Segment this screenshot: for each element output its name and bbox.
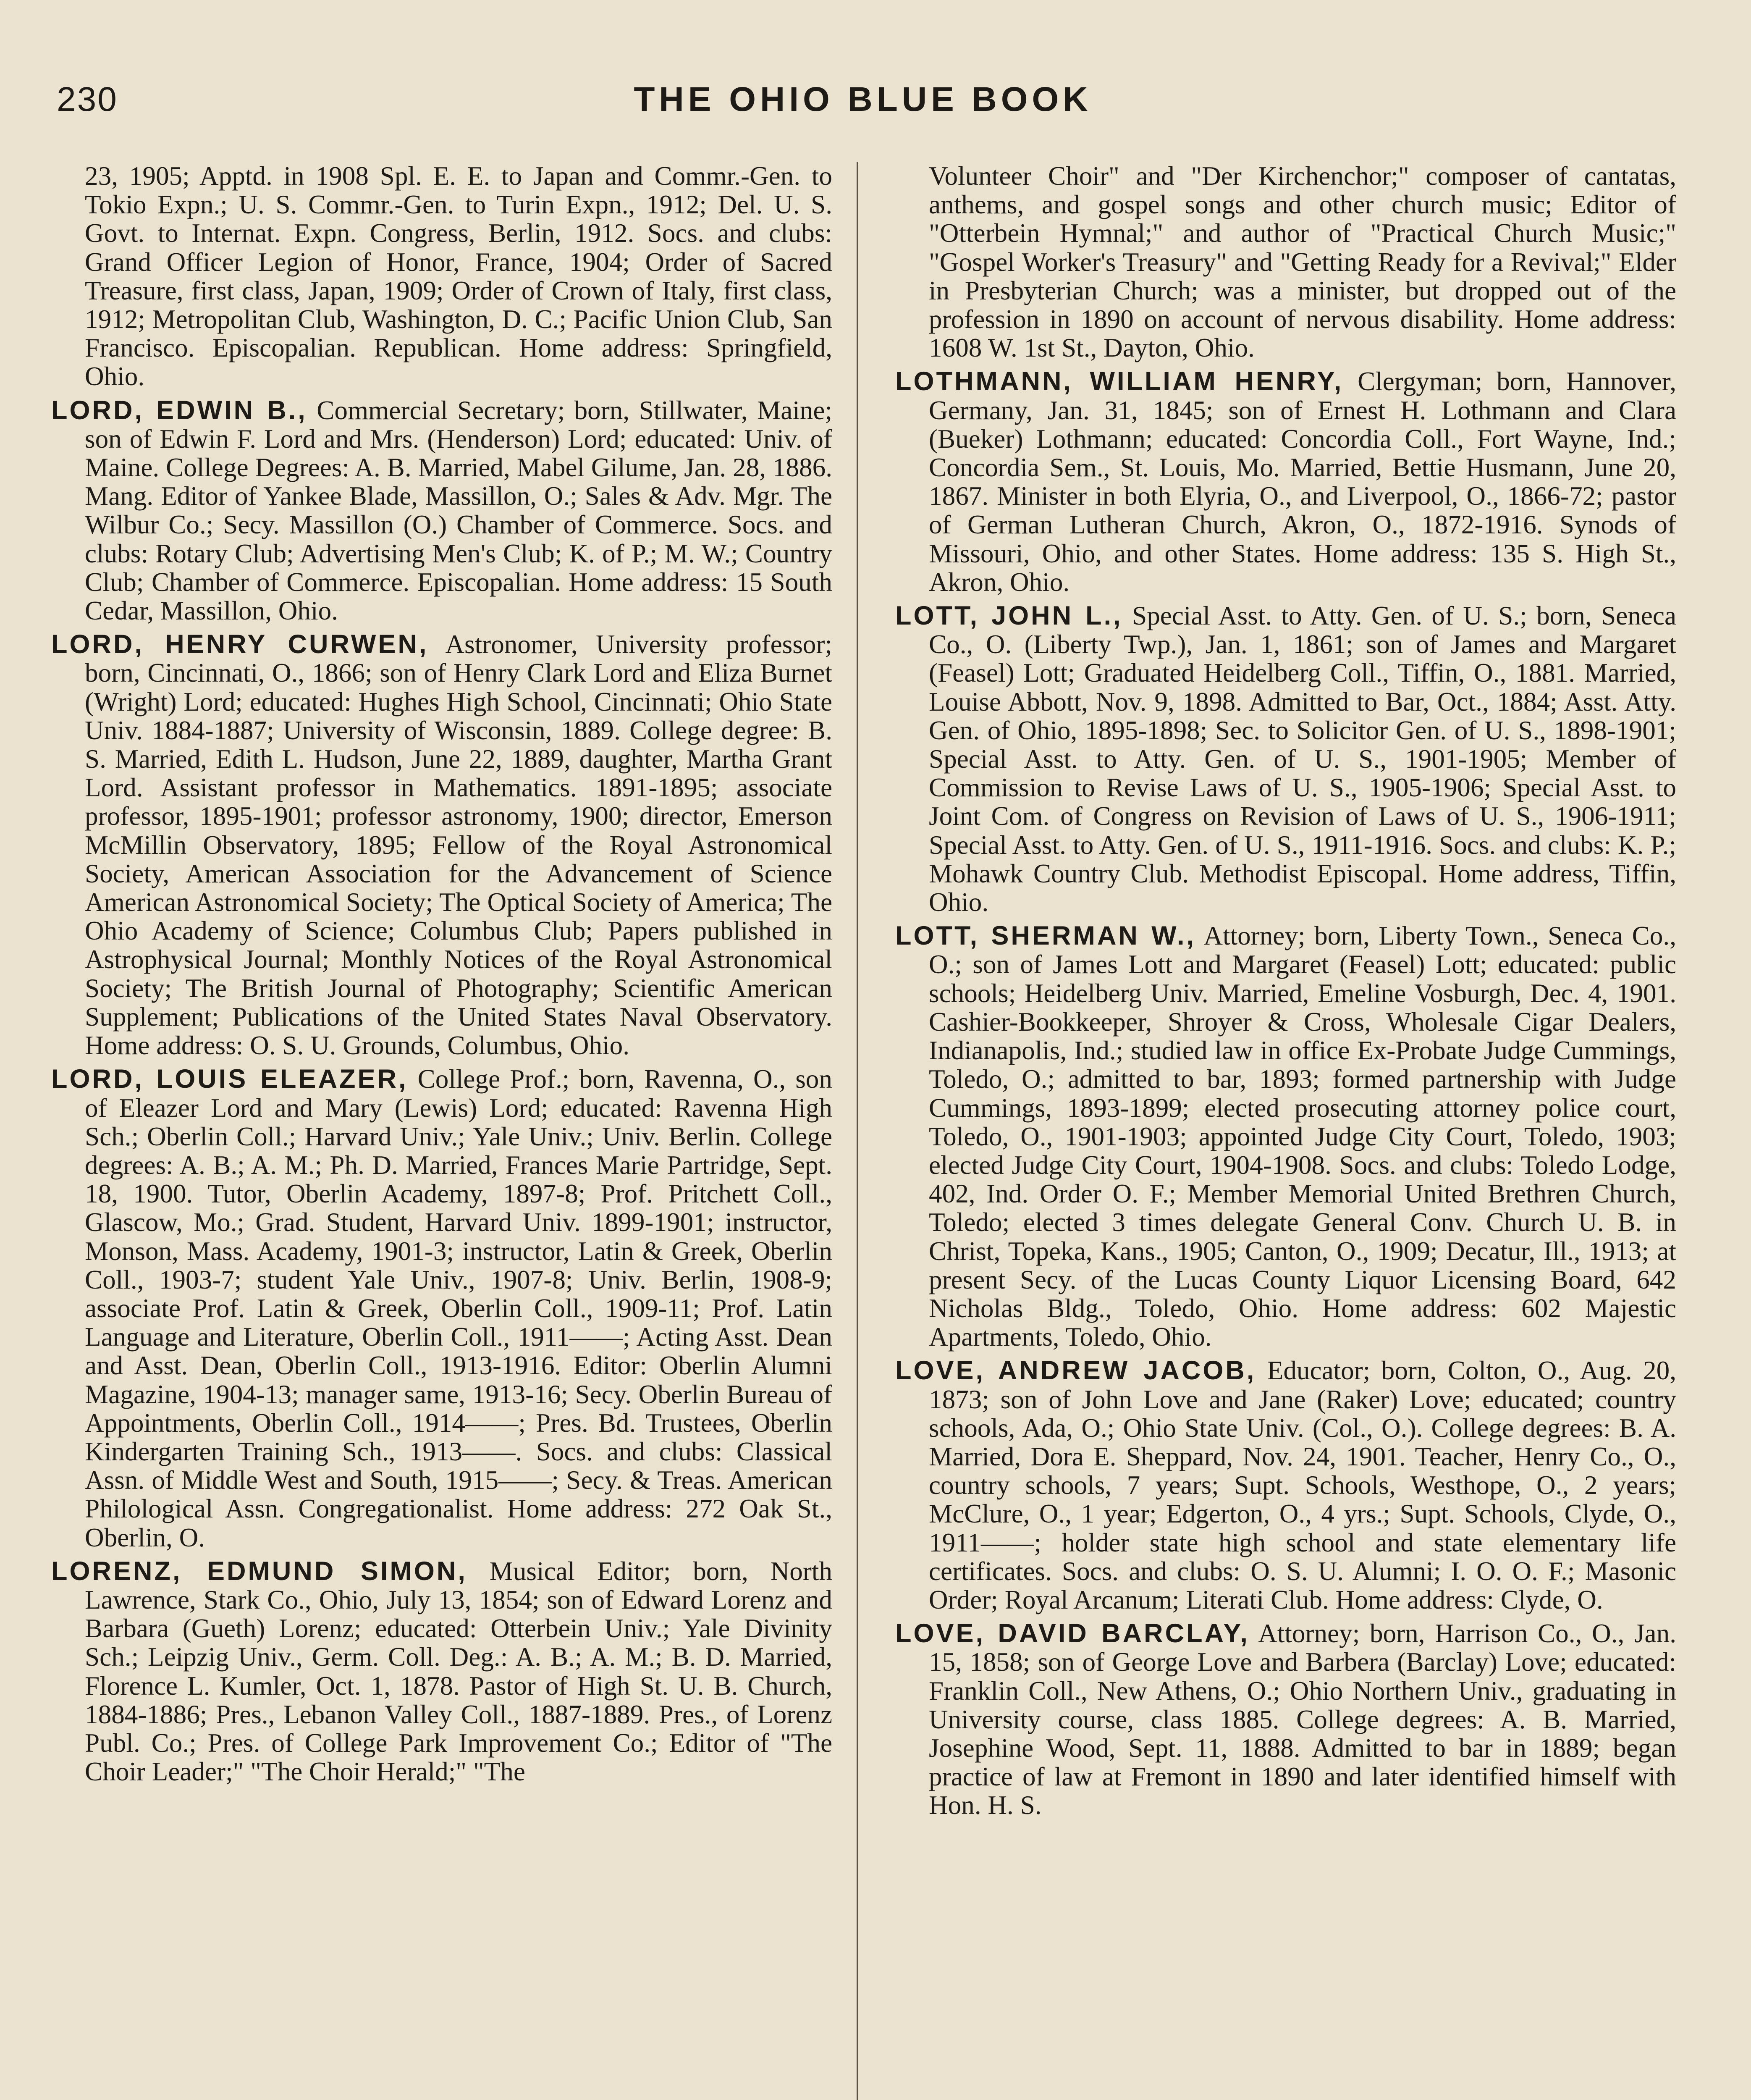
page-header [57,71,1669,126]
biography-entry [895,601,1676,916]
entry-text: Attorney; born, Liberty Town., Seneca Co., O.; son of James Lott and Margaret (Feasel) Lott; educated: public schools; Heidelberg Univ. Married, Emeline Vosburgh, Dec. 4, 1901. Cashier-Bookkeeper, Shroyer & Cross, Wholesale Cigar Dealers, Indianapolis, Ind.; studied law in office Ex-Probate Judge Cummings, Toledo, O.; admitted to bar, 1893; formed partnership with Judge Cummings, 1893-1899; elected prosecuting attorney police court, Toledo, O., 1901-1903; appointed Judge City Court, Toledo, 1903; elected Judge City Court, 1904-1908. Socs. and clubs: Toledo Lodge, 402, Ind. Order O. F.; Member Memorial United Brethren Church, Toledo; elected 3 times delegate General Conv. Church U. B. in Christ, Topeka, Kans., 1905; Canton, O., 1909; Decatur, Ill., 1913; at present Secy. of the Lucas County Liquor Licensing Board, 642 Nicholas Bldg., Toledo, Ohio. Home address: 602 Majestic Apartments, Toledo, Ohio. [929,921,1676,1352]
right-column [895,162,1676,2100]
continued-entry: 23, 1905; Apptd. in 1908 Spl. E. E. to Japan and Commr.-Gen. to Tokio Expn.; U. S. Commr.-Gen. to Turin Expn., 1912; Del. U. S. Govt. to Internat. Expn. Congress, Berlin, 1912. Socs. and clubs: Grand Officer Legion of Honor, France, 1904; Order of Sacred Treasure, first class, Japan, 1909; Order of Crown of Italy, first class, 1912; Metropolitan Club, Washington, D. C.; Pacific Union Club, San Francisco. Episcopalian. Republican. Home address: Springfield, Ohio. [85,162,832,391]
entry-name: LORD, EDWIN B., [51,395,307,425]
entry-text: Astronomer, University professor; born, Cincinnati, O., 1866; son of Henry Clark Lord and Eliza Burnet (Wright) Lord; educated: Hughes High School, Cincinnati; Ohio State Univ. 1884-1887; University of Wisconsin, 1889. College degree: B. S. Married, Edith L. Hudson, June 22, 1889, daughter, Martha Grant Lord. Assistant professor in Mathematics. 1891-1895; associate professor, 1895-1901; professor astronomy, 1900; director, Emerson McMillin Observatory, 1895; Fellow of the Royal Astronomical Society, American Association for the Advancement of Science American Astronomical Society; The Optical Society of America; The Ohio Academy of Science; Columbus Club; Papers published in Astrophysical Journal; Monthly Notices of the Royal Astronomical Society; The British Journal of Photography; Scientific American Supplement; Publications of the United States Naval Observatory. Home address: O. S. U. Grounds, Columbus, Ohio. [85,630,832,1060]
entry-name: LORENZ, EDMUND SIMON, [51,1556,467,1586]
entry-name: LORD, LOUIS ELEAZER, [51,1064,408,1094]
entry-text: Educator; born, Colton, O., Aug. 20, 1873; son of John Love and Jane (Raker) Love; educated; country schools, Ada, O.; Ohio State Univ. (Col., O.). College degrees: B. A. Married, Dora E. Sheppard, Nov. 24, 1901. Teacher, Henry Co., O., country schools, 7 years; Supt. Schools, Westhope, O., 2 years; McClure, O., 1 year; Edgerton, O., 4 yrs.; Supt. Schools, Clyde, O., 1911——; holder state high school and state elementary life certificates. Socs. and clubs: O. S. U. Alumni; I. O. O. F.; Masonic Order; Royal Arcanum; Literati Club. Home address: Clyde, O. [929,1356,1676,1614]
entry-text: Special Asst. to Atty. Gen. of U. S.; born, Seneca Co., O. (Liberty Twp.), Jan. 1, 1861; son of James and Margaret (Feasel) Lott; Graduated Heidelberg Coll., Tiffin, O., 1881. Married, Louise Abbott, Nov. 9, 1898. Admitted to Bar, Oct., 1884; Asst. Atty. Gen. of Ohio, 1895-1898; Sec. to Solicitor Gen. of U. S., 1898-1901; Special Asst. to Atty. Gen. of U. S., 1901-1905; Member of Commission to Revise Laws of U. S., 1905-1906; Special Asst. to Joint Com. of Congress on Revision of Laws of U. S., 1906-1911; Special Asst. to Atty. Gen. of U. S., 1911-1916. Socs. and clubs: K. P.; Mohawk Country Club. Methodist Episcopal. Home address, Tiffin, Ohio. [929,601,1676,917]
entry-name: LOTT, SHERMAN W., [895,921,1196,951]
continued-entry: Volunteer Choir" and "Der Kirchenchor;" composer of cantatas, anthems, and gospel songs and other church music; Editor of "Otterbein Hymnal;" and author of "Practical Church Music;" "Gospel Worker's Treasury" and "Getting Ready for a Revival;" Elder in Presbyterian Church; was a minister, but dropped out of the profession in 1890 on account of nervous disability. Home address: 1608 W. 1st St., Dayton, Ohio. [929,162,1676,363]
biography-entry [895,1356,1676,1614]
entry-text: Commercial Secretary; born, Stillwater, Maine; son of Edwin F. Lord and Mrs. (Henderson) Lord; educated: Univ. of Maine. College Degrees: A. B. Married, Mabel Gilume, Jan. 28, 1886. Mang. Editor of Yankee Blade, Massillon, O.; Sales & Adv. Mgr. The Wilbur Co.; Secy. Massillon (O.) Chamber of Commerce. Socs. and clubs: Rotary Club; Advertising Men's Club; K. of P.; M. W.; Country Club; Chamber of Commerce. Episcopalian. Home address: 15 South Cedar, Massillon, Ohio. [85,395,832,626]
biography-entry [51,396,832,625]
entry-text: Musical Editor; born, North Lawrence, Stark Co., Ohio, July 13, 1854; son of Edward Lorenz and Barbara (Gueth) Lorenz; educated: Otterbein Univ.; Yale Divinity Sch.; Leipzig Univ., Germ. Coll. Deg.: A. B.; A. M.; B. D. Married, Florence L. Kumler, Oct. 1, 1878. Pastor of High St. U. B. Church, 1884-1886; Pres., Lebanon Valley Coll., 1887-1889. Pres., of Lorenz Publ. Co.; Pres. of College Park Improvement Co.; Editor of "The Choir Leader;" "The Choir Herald;" "The [85,1556,832,1787]
entry-name: LORD, HENRY CURWEN, [51,630,429,659]
entry-name: LOVE, ANDREW JACOB, [895,1356,1256,1386]
column-divider [857,162,858,2100]
biography-entry [895,367,1676,596]
biography-entry [51,1557,832,1786]
left-column [51,162,832,2100]
biography-entry [895,921,1676,1351]
biography-entry [51,1065,832,1551]
page-number: 230 [57,80,118,118]
entry-name: LOTT, JOHN L., [895,601,1123,631]
biography-entry [51,630,832,1060]
entry-name: LOTHMANN, WILLIAM HENRY, [895,367,1344,396]
entry-name: LOVE, DAVID BARCLAY, [895,1619,1250,1648]
entry-text: Clergyman; born, Hannover, Germany, Jan. 31, 1845; son of Ernest H. Lothmann and Clara (Bueker) Lothmann; educated: Concordia Coll., Fort Wayne, Ind.; Concordia Sem., St. Louis, Mo. Married, Bettie Husmann, June 20, 1867. Minister in both Elyria, O., and Liverpool, O., 1866-72; pastor of German Lutheran Church, Akron, O., 1872-1916. Synods of Missouri, Ohio, and other States. Home address: 135 S. High St., Akron, Ohio. [929,367,1676,597]
entry-text: Attorney; born, Harrison Co., O., Jan. 15, 1858; son of George Love and Barbera (Barclay) Love; educated: Franklin Coll., New Athens, O.; Ohio Northern Univ., graduating in University course, class 1885. College degrees: A. B. Married, Josephine Wood, Sept. 11, 1888. Admitted to bar in 1889; began practice of law at Fremont in 1890 and later identified himself with Hon. H. S. [929,1619,1676,1820]
entry-text: College Prof.; born, Ravenna, O., son of Eleazer Lord and Mary (Lewis) Lord; educated: Ravenna High Sch.; Oberlin Coll.; Harvard Univ.; Yale Univ.; Univ. Berlin. College degrees: A. B.; A. M.; Ph. D. Married, Frances Marie Partridge, Sept. 18, 1900. Tutor, Oberlin Academy, 1897-8; Prof. Pritchett Coll., Glascow, Mo.; Grad. Student, Harvard Univ. 1899-1901; instructor, Monson, Mass. Academy, 1901-3; instructor, Latin & Greek, Oberlin Coll., 1903-7; student Yale Univ., 1907-8; Univ. Berlin, 1908-9; associate Prof. Latin & Greek, Oberlin Coll., 1909-11; Prof. Latin Language and Literature, Oberlin Coll., 1911——; Acting Asst. Dean and Asst. Dean, Oberlin Coll., 1913-1916. Editor: Oberlin Alumni Magazine, 1904-13; manager same, 1913-16; Secy. Oberlin Bureau of Appointments, Oberlin Coll., 1914——; Pres. Bd. Trustees, Oberlin Kindergarten Training Sch., 1913——. Socs. and clubs: Classical Assn. of Middle West and South, 1915——; Secy. & Treas. American Philological Assn. Congregationalist. Home address: 272 Oak St., Oberlin, O. [85,1064,832,1552]
biography-entry [895,1619,1676,1819]
running-title: THE OHIO BLUE BOOK [634,80,1092,118]
